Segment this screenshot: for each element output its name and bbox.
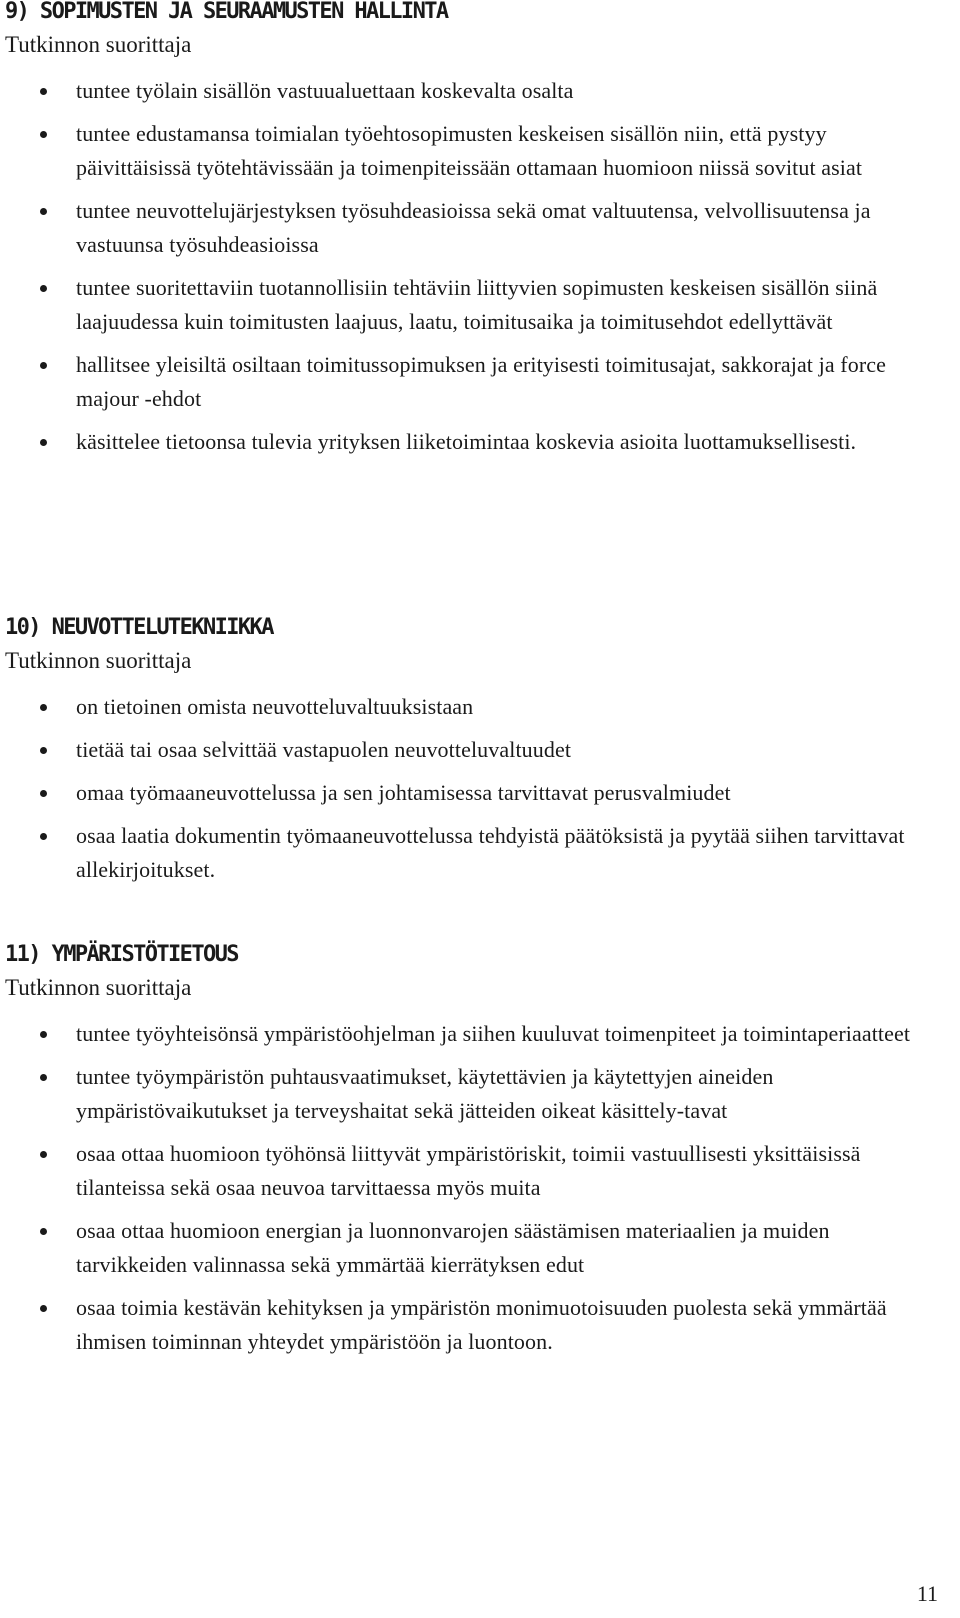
bullet-list	[5, 74, 935, 459]
bullet-icon	[40, 439, 47, 446]
list-item-text: on tietoinen omista neuvotteluvaltuuksistaan	[76, 694, 474, 719]
section-heading: 9) SOPIMUSTEN JA SEURAAMUSTEN HALLINTA	[5, 0, 448, 24]
list-item	[5, 776, 935, 810]
list-item-text: käsittelee tietoonsa tulevia yrityksen liiketoimintaa koskevia asioita luottamuksellisesti.	[76, 429, 857, 454]
bullet-icon	[40, 790, 47, 797]
list-item	[5, 819, 935, 887]
list-item	[5, 194, 935, 262]
section-11	[5, 941, 935, 1368]
list-item-text: osaa toimia kestävän kehityksen ja ympäristön monimuotoisuuden puolesta sekä ymmärtää ihmisen toiminnan yhteydet ympäristöön ja luontoon.	[76, 1295, 887, 1354]
list-item	[5, 1060, 935, 1128]
bullet-icon	[40, 208, 47, 215]
list-item	[5, 425, 935, 459]
page-number: 11	[916, 1581, 938, 1606]
bullet-list	[5, 1017, 935, 1359]
list-item	[5, 348, 935, 416]
list-item	[5, 1291, 935, 1359]
section-10	[5, 614, 935, 896]
list-item-text: tuntee työympäristön puhtausvaatimukset, käytettävien ja käytettyjen aineiden ympäristövaikutukset ja terveyshaitat sekä jätteiden oikeat käsittely-tavat	[76, 1064, 774, 1123]
bullet-icon	[40, 362, 47, 369]
section-subheading: Tutkinnon suorittaja	[5, 975, 192, 1000]
bullet-icon	[40, 704, 47, 711]
list-item	[5, 74, 935, 108]
list-item-text: tietää tai osaa selvittää vastapuolen neuvotteluvaltuudet	[76, 737, 572, 762]
section-subheading: Tutkinnon suorittaja	[5, 32, 192, 57]
list-item-text: omaa työmaaneuvottelussa ja sen johtamisessa tarvittavat perusvalmiudet	[76, 780, 731, 805]
bullet-icon	[40, 747, 47, 754]
bullet-icon	[40, 285, 47, 292]
bullet-icon	[40, 1031, 47, 1038]
list-item	[5, 690, 935, 724]
list-item-text: tuntee edustamansa toimialan työehtosopimusten keskeisen sisällön niin, että pystyy päivittäisissä työtehtävissään ja toimenpiteissään ottamaan huomioon niissä sovitut asiat	[76, 121, 863, 180]
bullet-icon	[40, 833, 47, 840]
list-item	[5, 117, 935, 185]
list-item-text: osaa ottaa huomioon energian ja luonnonvarojen säästämisen materiaalien ja muiden tarvikkeiden valinnassa sekä ymmärtää kierrätyksen edut	[76, 1218, 830, 1277]
list-item-text: tuntee neuvottelujärjestyksen työsuhdeasioissa sekä omat valtuutensa, velvollisuutensa ja vastuunsa työsuhdeasioissa	[76, 198, 871, 257]
list-item	[5, 733, 935, 767]
bullet-icon	[40, 131, 47, 138]
bullet-icon	[40, 88, 47, 95]
section-heading: 11) YMPÄRISTÖTIETOUS	[5, 942, 238, 967]
section-9	[5, 0, 935, 468]
list-item	[5, 271, 935, 339]
list-item-text: hallitsee yleisiltä osiltaan toimitussopimuksen ja erityisesti toimitusajat, sakkorajat ja force majour -ehdot	[76, 352, 886, 411]
section-subheading: Tutkinnon suorittaja	[5, 648, 192, 673]
bullet-icon	[40, 1151, 47, 1158]
list-item	[5, 1017, 935, 1051]
list-item-text: tuntee suoritettaviin tuotannollisiin tehtäviin liittyvien sopimusten keskeisen sisällön siinä laajuudessa kuin toimitusten laajuus, laatu, toimitusaika ja toimitusehdot edellyttävät	[76, 275, 878, 334]
list-item-text: tuntee työlain sisällön vastuualuettaan koskevalta osalta	[76, 78, 574, 103]
list-item-text: tuntee työyhteisönsä ympäristöohjelman ja siihen kuuluvat toimenpiteet ja toimintaperiaatteet	[76, 1021, 911, 1046]
bullet-icon	[40, 1228, 47, 1235]
section-heading: 10) NEUVOTTELUTEKNIIKKA	[5, 615, 273, 640]
list-item-text: osaa ottaa huomioon työhönsä liittyvät ympäristöriskit, toimii vastuullisesti yksittäisissä tilanteissa sekä osaa neuvoa tarvittaessa myös muita	[76, 1141, 861, 1200]
bullet-icon	[40, 1305, 47, 1312]
list-item	[5, 1137, 935, 1205]
bullet-list	[5, 690, 935, 887]
list-item	[5, 1214, 935, 1282]
bullet-icon	[40, 1074, 47, 1081]
list-item-text: osaa laatia dokumentin työmaaneuvottelussa tehdyistä päätöksistä ja pyytää siihen tarvittavat allekirjoitukset.	[76, 823, 905, 882]
